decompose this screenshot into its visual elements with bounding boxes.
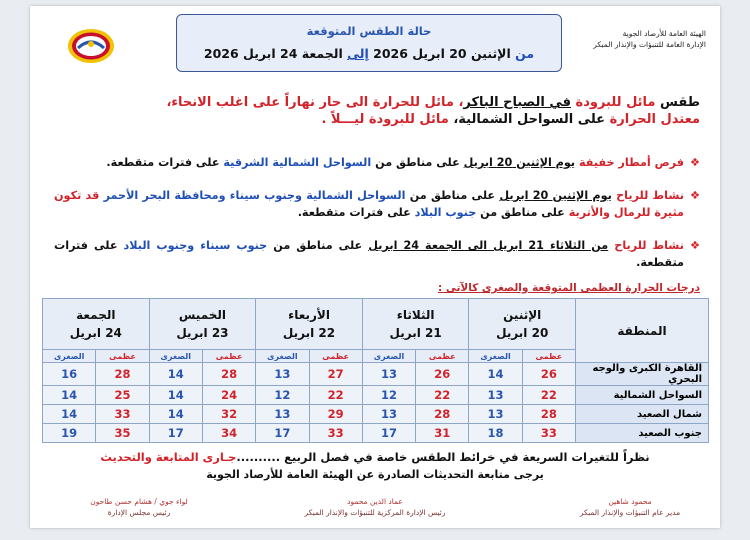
day-name: الأربعاء: [288, 308, 330, 322]
summary-part-6: على السواحل الشمالية،: [453, 112, 606, 127]
day-date: 21 ابريل: [389, 326, 442, 340]
min-temp: 13: [256, 363, 309, 386]
min-temp: 17: [149, 424, 202, 443]
period-to-word: إلى: [347, 46, 369, 61]
warning-area: السواحل الشمالية الشرقية: [223, 156, 372, 169]
bullet-star-icon: ❖: [689, 156, 700, 169]
max-subheader: عظمى: [309, 350, 362, 363]
summary-part-4: ، مائل للحرارة الى حار نهاراً على اغلب الانحاء،: [166, 95, 464, 110]
max-temp: 29: [309, 405, 362, 424]
period-from-word: من: [515, 46, 535, 61]
warning-area: جنوب سيناء وجنوب البلاد: [123, 239, 268, 252]
warning-text: على مناطق من: [480, 206, 565, 219]
bullet-star-icon: ❖: [689, 239, 700, 252]
warning-text: على مناطق من: [409, 189, 496, 202]
min-temp: 13: [362, 405, 415, 424]
signature-title: رئيس الإدارة المركزية للتنبؤات والإنذار المبكر: [304, 508, 446, 517]
signature-name: عماد الدين محمود: [347, 497, 403, 506]
min-temp: 14: [469, 363, 522, 386]
day-name: الخميس: [178, 308, 227, 322]
bullet-star-icon: ❖: [689, 189, 700, 202]
day-date: 23 ابريل: [176, 326, 229, 340]
max-temp: 33: [309, 424, 362, 443]
forecast-title: حالة الطقس المتوقعة: [306, 24, 432, 38]
signature-name: محمود شاهين: [608, 497, 652, 506]
min-temp: 17: [362, 424, 415, 443]
max-temp: 22: [522, 386, 575, 405]
update-notice: [50, 450, 700, 464]
min-temp: 14: [149, 405, 202, 424]
min-subheader: الصغرى: [469, 350, 522, 363]
max-temp: 35: [96, 424, 149, 443]
day-date: 20 ابريل: [496, 326, 549, 340]
weather-summary: [50, 94, 700, 128]
warning-text: على فترات متقطعة.: [106, 156, 220, 169]
warning-detail: قد تكون مثيرة للرمال والأتربة: [54, 189, 684, 219]
warning-headline: نشاط للرياح: [616, 189, 684, 202]
region-name: شمال الصعيد: [576, 405, 709, 424]
max-temp: 22: [416, 386, 469, 405]
table-caption: درجات الحرارة العظمى المتوقعة والصغرى كالآتى :: [437, 282, 700, 294]
region-name: جنوب الصعيد: [576, 424, 709, 443]
max-temp: 27: [309, 363, 362, 386]
organization-name: [556, 28, 706, 50]
warning-date: من الثلاثاء 21 ابريل الى الجمعة 24 ابريل: [368, 239, 609, 252]
region-name: القاهرة الكبرى والوجه البحري: [576, 363, 709, 386]
day-header: [256, 299, 363, 350]
min-temp: 13: [362, 363, 415, 386]
signature-name: لواء جوي / هشام حسن طاحون: [90, 497, 188, 506]
max-temp: 28: [96, 363, 149, 386]
day-name: الإثنين: [503, 308, 542, 322]
max-temp: 28: [202, 363, 255, 386]
egyptian-meteorological-authority-logo: [66, 26, 116, 66]
day-header: [469, 299, 576, 350]
min-temp: 14: [43, 405, 96, 424]
min-temp: 13: [469, 405, 522, 424]
min-temp: 16: [43, 363, 96, 386]
summary-part-7: مائل للبرودة ليـــلاً .: [321, 112, 449, 127]
day-date: 22 ابريل: [282, 326, 336, 340]
day-name: الثلاثاء: [396, 308, 435, 322]
min-temp: 12: [362, 386, 415, 405]
update-notice-highlight: جـارى المتابعة والتحديث: [100, 450, 237, 464]
summary-part-5: معتدل الحرارة: [609, 112, 700, 127]
max-temp: 28: [416, 405, 469, 424]
max-temp: 33: [96, 405, 149, 424]
region-name: السواحل الشمالية: [576, 386, 709, 405]
warning-item: [54, 154, 700, 171]
max-temp: 24: [202, 386, 255, 405]
min-temp: 17: [256, 424, 309, 443]
summary-part-3: في الصباح الباكر: [463, 95, 571, 110]
table-row: [43, 405, 709, 424]
warning-area: جنوب البلاد: [414, 206, 477, 219]
warning-text: على مناطق من: [273, 239, 363, 252]
table-row: [43, 363, 709, 386]
min-subheader: الصغرى: [43, 350, 96, 363]
signature-title: مدير عام التنبؤات والإنذار المبكر: [579, 508, 681, 517]
warning-item: [54, 237, 700, 271]
warning-date: يوم الإثنين 20 ابريل: [463, 156, 576, 169]
organization-line-1: الهيئة العامة للأرصاد الجوية: [622, 29, 706, 38]
forecast-period: [177, 46, 561, 61]
table-row: [43, 386, 709, 405]
day-header: [362, 299, 469, 350]
period-from-date: الإثنين 20 ابريل 2026: [373, 46, 511, 61]
warnings-list: [54, 154, 700, 287]
warning-item: [54, 187, 700, 221]
forecast-header: [176, 14, 562, 72]
max-temp: 34: [202, 424, 255, 443]
bulletin-page: [30, 6, 720, 528]
max-temp: 25: [96, 386, 149, 405]
signature-block: [270, 496, 480, 518]
max-temp: 33: [522, 424, 575, 443]
min-temp: 12: [256, 386, 309, 405]
day-header: [43, 299, 150, 350]
warning-area: السواحل الشمالية وجنوب سيناء ومحافظة البحر الأحمر: [103, 189, 406, 202]
warning-headline: نشاط للرياح: [614, 239, 684, 252]
warning-text: على فترات متقطعة.: [54, 239, 684, 269]
max-temp: 26: [416, 363, 469, 386]
max-temp: 22: [309, 386, 362, 405]
warning-headline: فرص أمطار خفيفة: [579, 156, 684, 169]
signature-title: رئيس مجلس الإدارة: [107, 508, 171, 517]
warning-text: على مناطق من: [375, 156, 460, 169]
max-temp: 32: [202, 405, 255, 424]
day-name: الجمعة: [76, 308, 116, 322]
summary-part-2: مائل للبرودة: [575, 95, 656, 110]
min-temp: 18: [469, 424, 522, 443]
min-temp: 14: [43, 386, 96, 405]
max-temp: 26: [522, 363, 575, 386]
day-header: [149, 299, 256, 350]
max-temp: 28: [522, 405, 575, 424]
warning-date: يوم الإثنين 20 ابريل: [499, 189, 612, 202]
min-subheader: الصغرى: [149, 350, 202, 363]
temperature-table: [42, 298, 709, 443]
min-subheader: الصغرى: [256, 350, 309, 363]
max-subheader: عظمى: [202, 350, 255, 363]
day-date: 24 ابريل: [69, 326, 122, 340]
min-temp: 19: [43, 424, 96, 443]
follow-updates-note: يرجى متابعة التحديثات الصادرة عن الهيئة العامة للأرصاد الجوية: [206, 468, 544, 481]
region-column-header: المنطقة: [576, 299, 709, 363]
max-temp: 31: [416, 424, 469, 443]
warning-text: على فترات متقطعة.: [297, 206, 411, 219]
min-temp: 14: [149, 386, 202, 405]
organization-line-2: الإدارة العامة للتنبؤات والإنذار المبكر: [593, 40, 706, 49]
max-subheader: عظمى: [522, 350, 575, 363]
signature-block: [560, 496, 700, 518]
update-notice-text: نظراً للتغيرات السريعة في خرائط الطقس خاصة في فصل الربيع ..........: [236, 450, 650, 464]
min-temp: 13: [256, 405, 309, 424]
max-subheader: عظمى: [96, 350, 149, 363]
min-temp: 14: [149, 363, 202, 386]
min-subheader: الصغرى: [362, 350, 415, 363]
period-to-date: الجمعة 24 ابريل 2026: [203, 46, 343, 61]
summary-part-1: طقس: [660, 95, 700, 110]
min-temp: 13: [469, 386, 522, 405]
max-subheader: عظمى: [416, 350, 469, 363]
table-row: [43, 424, 709, 443]
signature-block: [64, 496, 214, 518]
